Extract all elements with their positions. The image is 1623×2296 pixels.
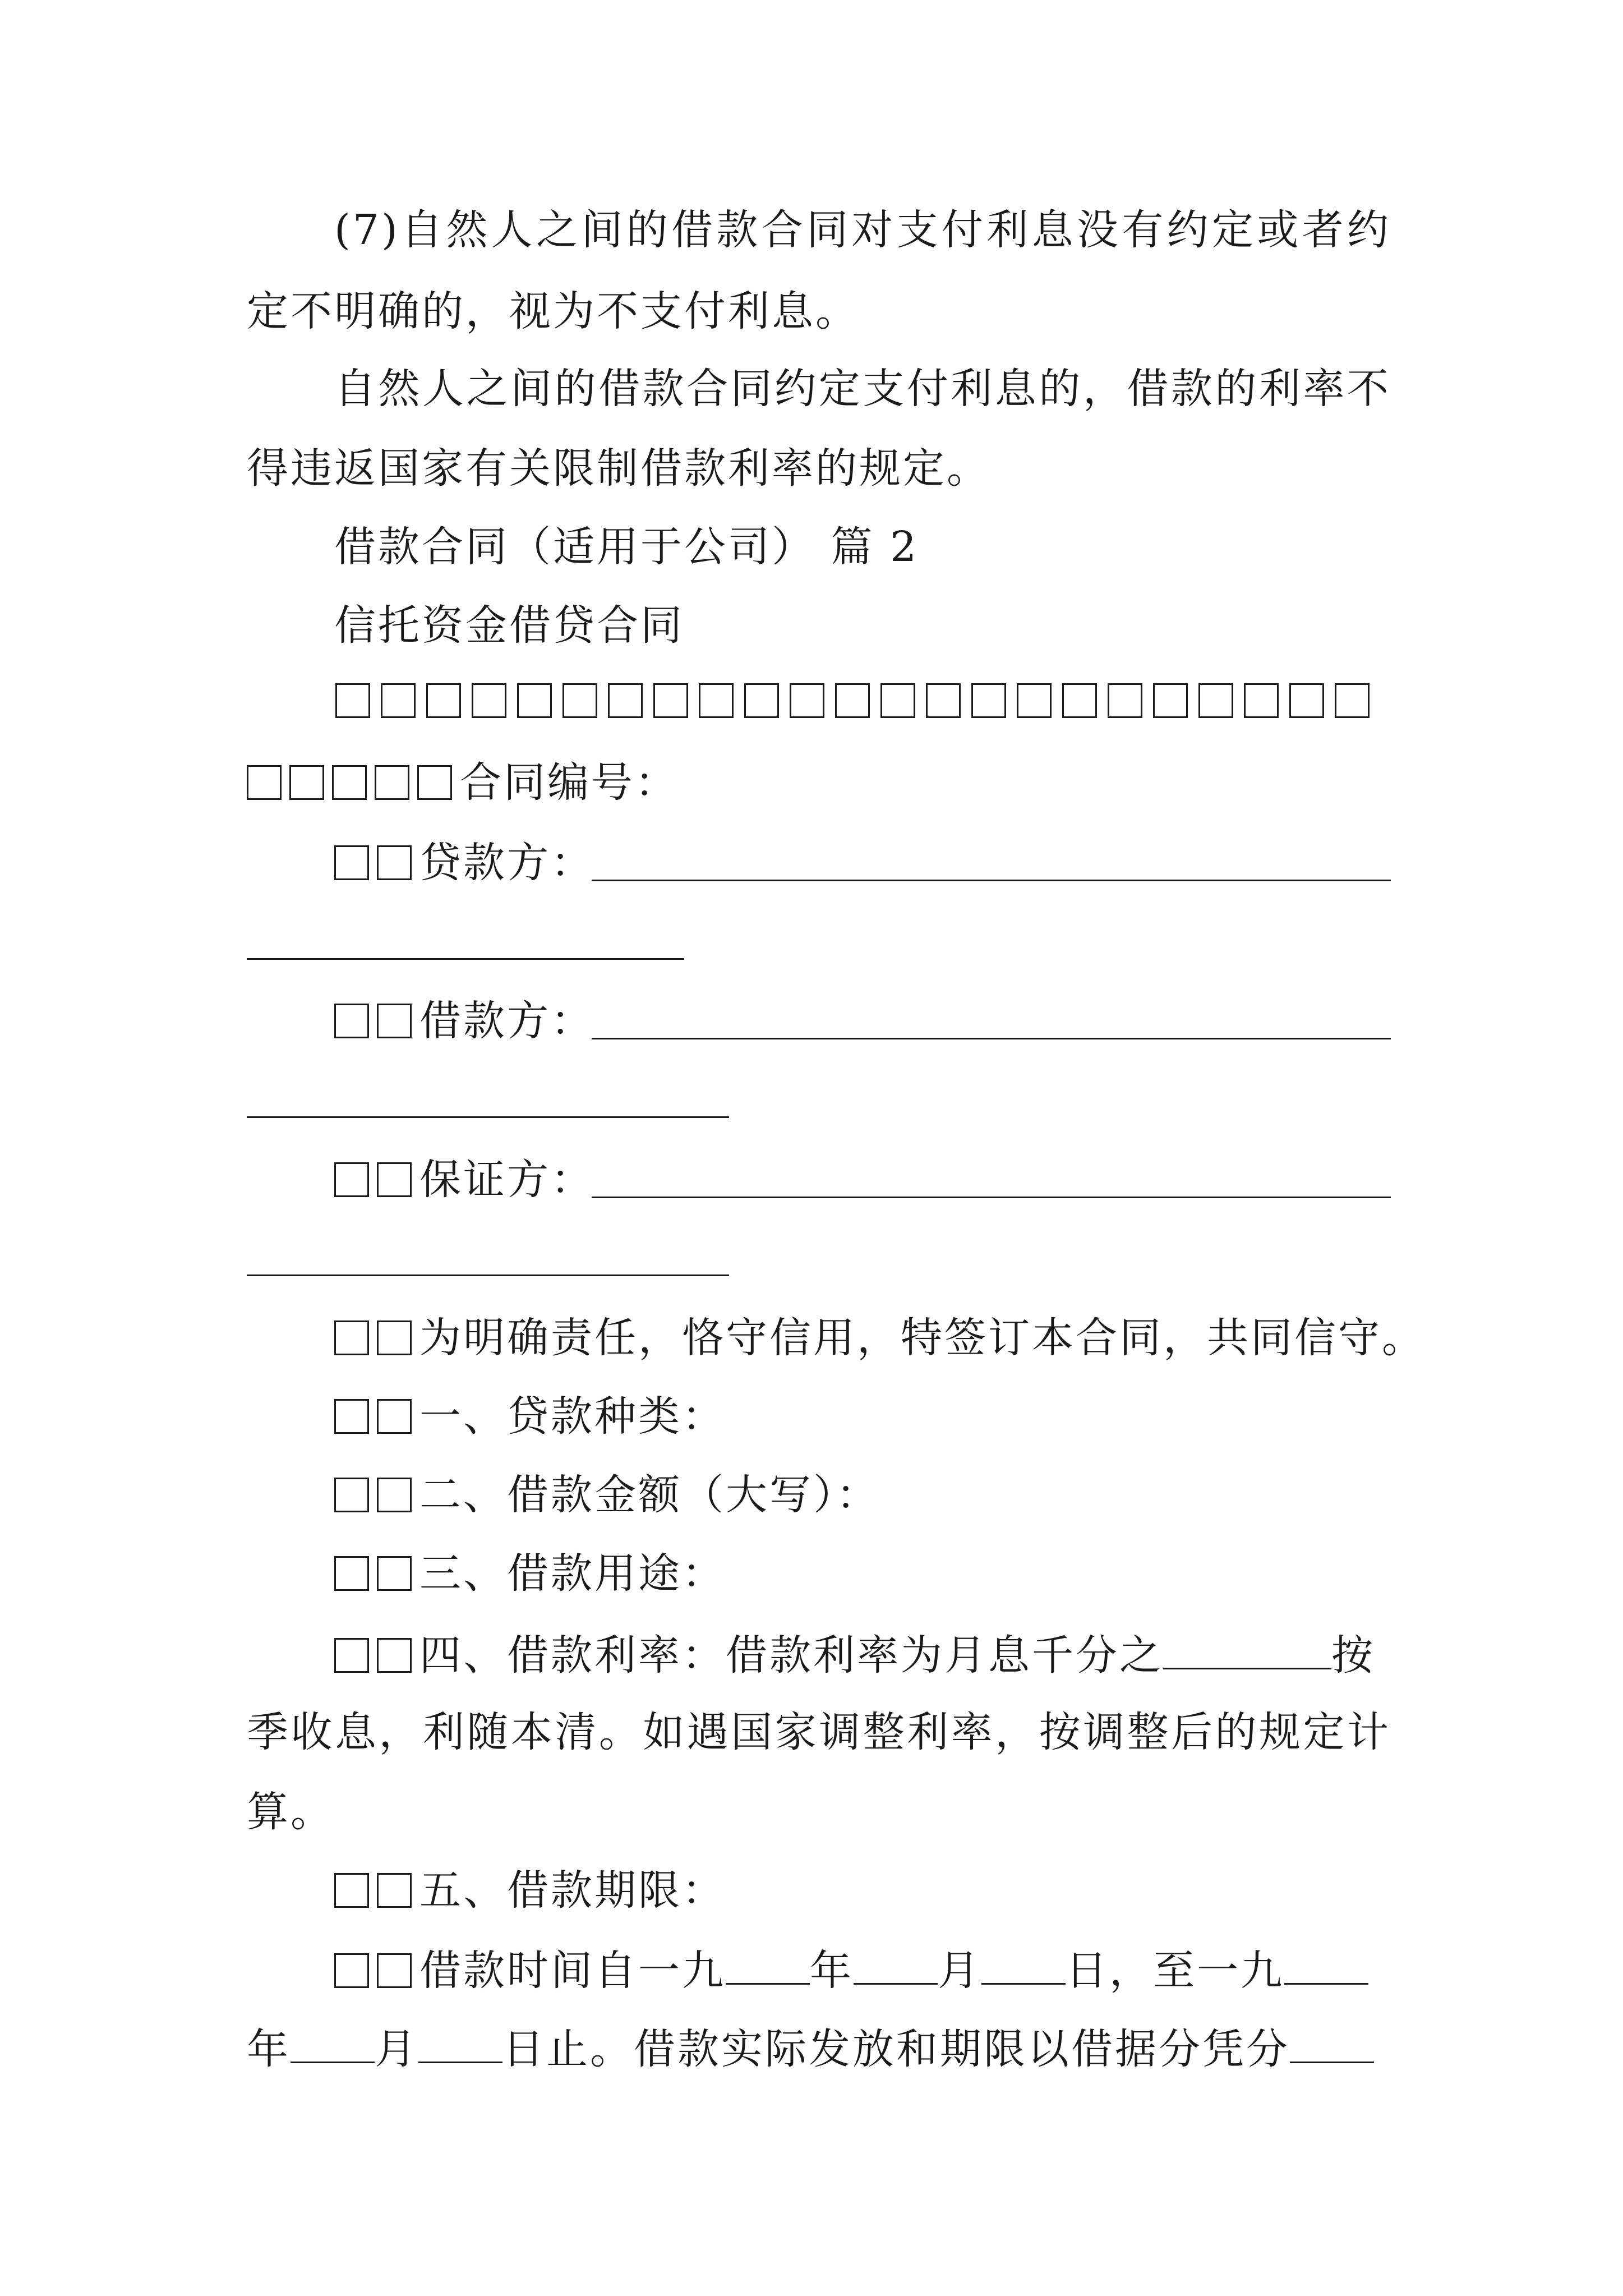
guarantor-fill-line-continued[interactable]: [247, 1274, 729, 1276]
contract-title: 信托资金借贷合同: [334, 601, 684, 650]
interest-rate-blank[interactable]: [1163, 1628, 1331, 1669]
start-year-blank[interactable]: [726, 1944, 810, 1985]
start-day-blank[interactable]: [981, 1944, 1066, 1985]
contract-number-line: [247, 757, 1391, 808]
term-line-1: 借款时间自一九 年 月 日，至一九: [334, 1944, 1391, 1996]
item-interest-rate-line-1: 四、借款利率：借款利率为月息千分之 按: [334, 1628, 1391, 1681]
borrower-fill-line[interactable]: [592, 1038, 1391, 1039]
start-month-blank[interactable]: [854, 1944, 938, 1985]
end-month-blank[interactable]: [291, 2022, 375, 2063]
borrower-fill-line-continued[interactable]: [247, 1116, 729, 1118]
paragraph-interest-line-1: 自然人之间的借款合同约定支付利息的，借款的利率不: [334, 365, 1391, 413]
lender-fill-line[interactable]: [592, 880, 1391, 881]
paragraph-interest-line-2: 得违返国家有关限制借款利率的规定。: [247, 444, 990, 493]
section-heading: 借款合同（适用于公司） 篇 2: [334, 523, 919, 571]
end-day-blank[interactable]: [418, 2022, 502, 2063]
guarantor-fill-line[interactable]: [592, 1197, 1391, 1198]
placeholder-box-row: [335, 683, 1380, 718]
paragraph-7-line-1: (7)自然人之间的借款合同对支付利息没有约定或者约: [334, 206, 1391, 254]
item-loan-purpose: 三、借款用途：: [334, 1548, 1391, 1599]
item-interest-rate-line-2: 季收息，利随本清。如遇国家调整利率，按调整后的规定计: [247, 1708, 1391, 1756]
paragraph-7-line-2: 定不明确的，视为不支付利息。: [247, 287, 859, 335]
item-loan-amount: 二、借款金额（大写）：: [334, 1470, 1391, 1520]
item-loan-term: 五、借款期限：: [334, 1865, 1391, 1916]
contract-number-label: 合同编号：: [460, 758, 679, 807]
lender-label: 贷款方：: [419, 839, 594, 887]
item-loan-type: 一、贷款种类：: [334, 1391, 1391, 1442]
borrower-label: 借款方：: [419, 997, 594, 1045]
copies-blank[interactable]: [1290, 2022, 1374, 2063]
end-year-blank[interactable]: [1284, 1944, 1368, 1985]
guarantor-label: 保证方：: [419, 1156, 594, 1204]
lender-fill-line-continued[interactable]: [247, 958, 684, 960]
purpose-statement: 为明确责任，恪守信用，特签订本合同，共同信守。: [334, 1313, 1391, 1363]
item-interest-rate-line-3: 算。: [247, 1788, 334, 1836]
term-line-2: 年 月 日止。借款实际发放和期限以借据分凭分: [247, 2022, 1391, 2074]
